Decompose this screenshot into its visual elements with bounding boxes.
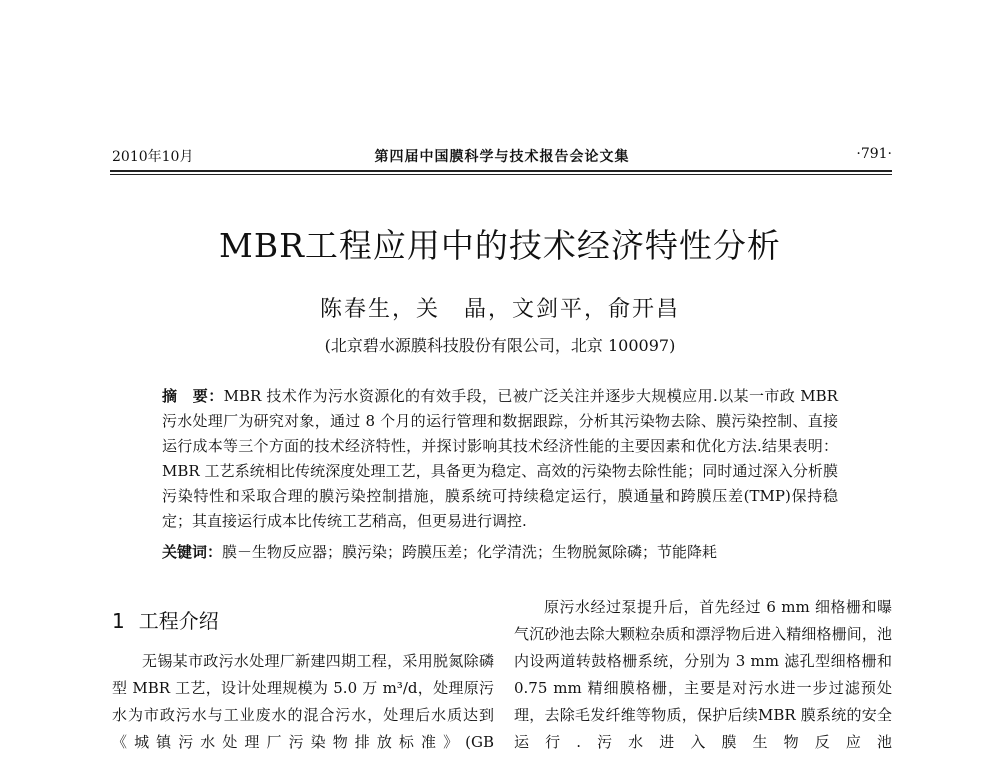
header-journal: 第四届中国膜科学与技术报告会论文集 — [374, 149, 630, 165]
abstract-label: 摘 要： — [162, 387, 224, 405]
paper-title: MBR工程应用中的技术经济特性分析 — [219, 226, 781, 265]
keywords-text: 膜－生物反应器；膜污染；跨膜压差；化学清洗；生物脱氮除磷；节能降耗 — [222, 543, 718, 561]
keywords — [162, 540, 838, 565]
running-header — [112, 146, 892, 166]
body-left-column: 无锡某市政污水处理厂新建四期工程，采用脱氮除磷型 MBR 工艺，设计处理规模为 5.0 万 m³/d，处理原污水为市政污水与工业废水的混合污水，处理后水质达到《城镇污水处理厂污染物排放标准》(GB — [112, 652, 494, 751]
section-title-text: 工程介绍 — [138, 609, 219, 633]
paper-authors: 陈春生，关 晶，文剑平，俞开昌 — [319, 297, 680, 322]
abstract-text: MBR 技术作为污水资源化的有效手段，已被广泛关注并逐步大规模应用.以某一市政 MBR 污水处理厂为研究对象，通过 8 个月的运行管理和数据跟踪，分析其污染物去除、膜污染控制、直接运行成本等三个方面的技术经济特性，并探讨影响其技术经济性能的主要因素和优化方法.结果表明：MBR 工艺系统相比传统深度处理工艺，具备更为稳定、高效的污染物去除性能；同时通过深入分析膜污染特性和采取合理的膜污染控制措施，膜系统可持续稳定运行，膜通量和跨膜压差(TMP)保持稳定；其直接运行成本比传统工艺稍高，但更易进行调控. — [162, 387, 838, 530]
header-page-number: ·791· — [856, 146, 892, 162]
header-rule-thin — [110, 174, 892, 175]
keywords-label: 关键词： — [162, 543, 223, 561]
paper-affiliation: (北京碧水源膜科技股份有限公司，北京 100097) — [324, 336, 676, 355]
body-right-column: 原污水经过泵提升后，首先经过 6 mm 细格栅和曝气沉砂池去除大颗粒杂质和漂浮物后进入精细格栅间，池内设两道转鼓格栅系统，分别为 3 mm 滤孔型细格栅和 0.75 mm 精细膜格栅，主要是对污水进一步过滤预处理，去除毛发纤维等物质，保护后续MBR 膜系统的安全运行.污水进入膜生物反应池 — [514, 598, 892, 751]
section-number: 1 — [112, 609, 125, 633]
section-heading — [112, 605, 219, 634]
header-rule-thick — [110, 170, 892, 172]
header-date: 2010年10月 — [112, 149, 194, 165]
abstract — [162, 384, 838, 534]
